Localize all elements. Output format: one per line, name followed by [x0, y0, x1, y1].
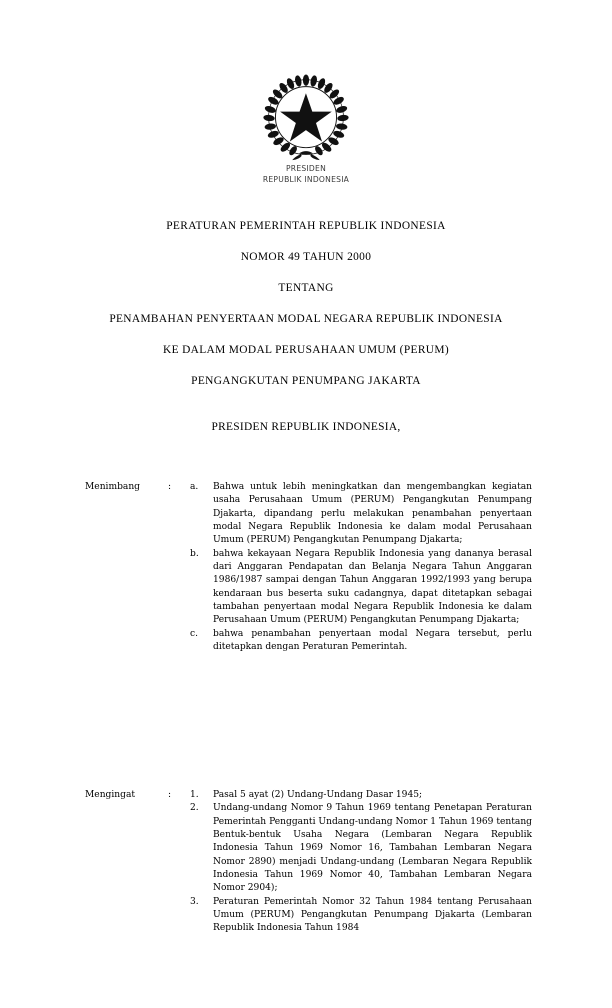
item-text: Peraturan Pemerintah Nomor 32 Tahun 1984 tentang Perusahaan Umum (PERUM) Pengangkutan Penumpang Djakarta (Lembaran Republik Indonesia Tahun 1984	[213, 896, 532, 934]
clause-item	[190, 548, 532, 628]
title-line-tentang: TENTANG	[278, 282, 334, 294]
clause-mengingat	[85, 789, 532, 936]
item-marker: 2.	[190, 803, 199, 814]
clause-item	[190, 789, 532, 802]
presidential-emblem-block	[0, 74, 612, 185]
item-marker: c.	[190, 628, 198, 639]
clause-menimbang-items	[190, 481, 532, 654]
clause-item	[190, 481, 532, 548]
preamble-heading: PRESIDEN REPUBLIK INDONESIA,	[211, 421, 401, 433]
title-line-subject-2: KE DALAM MODAL PERUSAHAAN UMUM (PERUM)	[163, 344, 449, 356]
clause-item	[190, 628, 532, 655]
clause-menimbang-head	[85, 481, 532, 654]
clause-mengingat-label: Mengingat	[85, 790, 136, 800]
clause-menimbang-label: Menimbang	[85, 482, 141, 492]
emblem-caption	[0, 164, 612, 185]
clause-mengingat-colon: :	[168, 790, 172, 800]
document-title-block	[56, 219, 556, 388]
clause-mengingat-items	[190, 789, 532, 936]
item-text: bahwa penambahan penyertaan modal Negara tersebut, perlu ditetapkan dengan Peraturan Pemerintah.	[213, 628, 532, 653]
clause-item	[190, 802, 532, 895]
title-line-1: PERATURAN PEMERINTAH REPUBLIK INDONESIA	[166, 220, 446, 232]
garuda-star-wreath-emblem	[263, 74, 349, 162]
title-line-subject-3: PENGANGKUTAN PENUMPANG JAKARTA	[191, 375, 421, 387]
item-text: bahwa kekayaan Negara Republik Indonesia yang dananya berasal dari Anggaran Pendapatan dan Belanja Negara Tahun Anggaran 1986/1987 sampai dengan Tahun Anggaran 1992/1993 yang berupa kendaraan bus beserta suku cadangnya, dapat ditetapkan sebagai tambahan penyertaan modal Negara Republik Indonesia ke dalam Perusahaan Umum (PERUM) Pengangkutan Penumpang Djakarta;	[213, 548, 532, 626]
item-text: Pasal 5 ayat (2) Undang-Undang Dasar 1945;	[213, 790, 423, 800]
title-line-subject-1: PENAMBAHAN PENYERTAAN MODAL NEGARA REPUBLIK INDONESIA	[109, 313, 503, 325]
item-marker: a.	[190, 482, 199, 492]
item-text: Undang-undang Nomor 9 Tahun 1969 tentang Penetapan Peraturan Pemerintah Pengganti Undang-undang Nomor 1 Tahun 1969 tentang Bentuk-bentuk Usaha Negara (Lembaran Negara Republik Indonesia Tahun 1969 Nomor 16, Tambahan Lembaran Negara Nomor 2890) menjadi Undang-undang (Lembaran Negara Republik Indonesia Tahun 1969 Nomor 40, Tambahan Lembaran Negara Nomor 2904);	[213, 803, 532, 894]
clause-menimbang	[85, 481, 532, 654]
item-marker: b.	[190, 548, 199, 559]
clause-mengingat-head	[85, 789, 532, 936]
emblem-caption-line-1: PRESIDEN	[285, 164, 327, 173]
item-text: Bahwa untuk lebih meningkatkan dan mengembangkan kegiatan usaha Perusahaan Umum (PERUM) Pengangkutan Penumpang Djakarta, dipandang perlu melakukan penambahan penyertaan modal Negara Republik Indonesia ke dalam modal Perusahaan Umum (PERUM) Pengangkutan Penumpang Djakarta;	[213, 482, 532, 546]
emblem-caption-line-2: REPUBLIK INDONESIA	[262, 174, 350, 184]
clause-item	[190, 896, 532, 936]
clause-menimbang-colon: :	[168, 482, 172, 492]
item-marker: 1.	[190, 790, 199, 800]
item-marker: 3.	[190, 896, 199, 907]
title-line-number: NOMOR 49 TAHUN 2000	[240, 251, 372, 263]
